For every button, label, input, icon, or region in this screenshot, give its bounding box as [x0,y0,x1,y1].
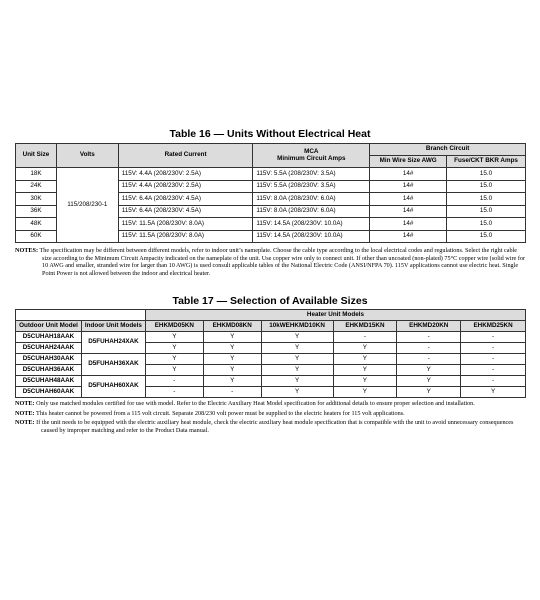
t16-volts: 115/208/230-1 [56,168,118,243]
t17-indoor-model: D5FUHAH36XAK [81,354,145,376]
table17-notes [15,400,527,435]
t17-cell: Y [203,343,261,354]
t16-wire: 14# [370,180,447,193]
table17 [15,309,526,398]
header-mca-line1: MCA [304,147,319,155]
t16-mca: 115V: 8.0A (208/230V: 6.0A) [253,193,370,206]
table16-notes [15,247,527,278]
header-branch-circuit: Branch Circuit [370,144,526,156]
t17-outdoor-model: D5CUHAH30AAK [16,354,82,365]
note-text: If the unit needs to be equipped with the electric auxiliary heat module, check the electric auxiliary heat module specification that is compatible with the unit to avoid unnecessary consequences caused by improper matching and refer to the Product Data manual. [36,419,514,435]
header-indoor-unit-models: Indoor Unit Models [81,321,145,332]
t17-cell: - [145,376,203,387]
t16-size: 30K [16,193,57,206]
t17-cell: Y [203,354,261,365]
t16-rated: 115V: 11.5A (208/230V: 8.0A) [118,230,253,243]
t17-cell: - [461,332,526,343]
note-label: NOTE: [15,419,35,427]
table16-title: Table 16 — Units Without Electrical Heat [169,128,371,140]
header-unit-size: Unit Size [16,144,57,168]
t17-cell: - [333,332,397,343]
header-heater-model: 10kWEHKMD10KN [261,321,333,332]
header-heater-model: EHKMD08KN [203,321,261,332]
note-label: NOTE: [15,409,35,417]
t16-size: 36K [16,205,57,218]
header-heater-model: EHKMD20KN [397,321,461,332]
t17-cell: Y [333,376,397,387]
note-label: NOTE: [15,400,35,407]
t17-cell: Y [397,387,461,398]
t17-outdoor-model: D5CUHAH18AAK [16,332,82,343]
t17-cell: Y [461,387,526,398]
t17-cell: Y [203,376,261,387]
t17-cell: Y [203,332,261,343]
note-text: This heater cannot be powered from a 115 volt circuit. Separate 208/230 volt power must be supplied to the electric heaters for 115 volt applications. [36,409,405,417]
t17-cell: - [461,365,526,376]
header-outdoor-unit-model: Outdoor Unit Model [16,321,82,332]
t17-cell: - [461,354,526,365]
notes-text: The specification may be different between different models, refer to indoor unit’s nameplate. Choose the cable type according to the local electrical codes and regulations. Select the right cable size according to the Minimum Circuit Ampacity indicated on the nameplate of the unit. Use copper wire only to connect unit. If other than uncoated (non-plated) 75°C copper wire (solid wire for 10 AWG and smaller, stranded wire for larger than 10 AWG) is used consult applicable tables of the National Electric Code (ANSI/NFPA 70). 115V applications cannot use electric heat. Single Point Power is not allowed between the indoor and electrical heater. [39,247,526,278]
t16-fuse: 15.0 [447,168,526,181]
header-mca-line2: Minimum Circuit Amps [277,155,346,162]
t16-size: 24K [16,180,57,193]
header-heater-model: EHKMD25KN [461,321,526,332]
header-heater-model: EHKMD05KN [145,321,203,332]
t16-fuse: 15.0 [447,205,526,218]
t17-cell: Y [333,365,397,376]
blank-cell [16,310,82,321]
t17-cell: - [461,376,526,387]
header-heater-unit-models: Heater Unit Models [145,310,525,321]
t16-mca: 115V: 5.5A (208/230V: 3.5A) [253,180,370,193]
t16-wire: 14# [370,205,447,218]
t16-mca: 115V: 8.0A (208/230V: 6.0A) [253,205,370,218]
t16-wire: 14# [370,193,447,206]
t16-rated: 115V: 4.4A (208/230V: 2.5A) [118,168,253,181]
t17-cell: Y [145,365,203,376]
t16-fuse: 15.0 [447,193,526,206]
t17-cell: Y [203,365,261,376]
t17-cell: Y [145,354,203,365]
t17-cell: - [461,343,526,354]
t17-outdoor-model: D5CUHAH24AAK [16,343,82,354]
t17-outdoor-model: D5CUHAH48AAK [16,376,82,387]
t16-fuse: 15.0 [447,180,526,193]
t17-cell: - [397,354,461,365]
t17-indoor-model: D5FUHAH60XAK [81,376,145,398]
t16-mca: 115V: 5.5A (208/230V: 3.5A) [253,168,370,181]
header-min-wire: Min Wire Size AWG [370,156,447,168]
t17-cell: Y [333,387,397,398]
t16-rated: 115V: 11.5A (208/230V: 8.0A) [118,218,253,231]
t17-cell: Y [145,343,203,354]
t17-cell: Y [333,343,397,354]
t17-cell: - [397,343,461,354]
table17-title: Table 17 — Selection of Available Sizes [172,295,368,307]
t17-cell: - [397,332,461,343]
t16-size: 18K [16,168,57,181]
header-volts: Volts [56,144,118,168]
t17-outdoor-model: D5CUHAH60AAK [16,387,82,398]
t16-size: 60K [16,230,57,243]
t16-mca: 115V: 14.5A (208/230V: 10.0A) [253,230,370,243]
t17-cell: Y [261,332,333,343]
t17-cell: Y [397,376,461,387]
table16 [15,143,526,243]
t17-indoor-model: D5FUHAH24XAK [81,332,145,354]
t17-outdoor-model: D5CUHAH36AAK [16,365,82,376]
t17-cell: Y [261,387,333,398]
t17-cell: - [203,387,261,398]
t16-rated: 115V: 6.4A (208/230V: 4.5A) [118,205,253,218]
t17-cell: Y [333,354,397,365]
t17-cell: Y [261,365,333,376]
header-heater-model: EHKMD15KN [333,321,397,332]
t17-cell: Y [261,376,333,387]
t16-wire: 14# [370,230,447,243]
t16-size: 48K [16,218,57,231]
notes-label: NOTES: [15,247,39,254]
blank-cell [81,310,145,321]
t17-cell: Y [145,332,203,343]
t16-mca: 115V: 14.5A (208/230V: 10.0A) [253,218,370,231]
t17-cell: Y [397,365,461,376]
t17-cell: Y [261,354,333,365]
t17-cell: Y [261,343,333,354]
t16-fuse: 15.0 [447,218,526,231]
t16-wire: 14# [370,218,447,231]
note-text: Only use matched modules certified for use with model. Refer to the Electric Auxiliary Heat Model specification for additional details to ensure proper selection and installation. [36,400,475,407]
header-rated-current: Rated Current [118,144,253,168]
header-mca [253,144,370,168]
header-fuse: Fuse/CKT BKR Amps [447,156,526,168]
t16-rated: 115V: 6.4A (208/230V: 4.5A) [118,193,253,206]
t16-wire: 14# [370,168,447,181]
t17-cell: - [145,387,203,398]
t16-rated: 115V: 4.4A (208/230V: 2.5A) [118,180,253,193]
t16-fuse: 15.0 [447,230,526,243]
